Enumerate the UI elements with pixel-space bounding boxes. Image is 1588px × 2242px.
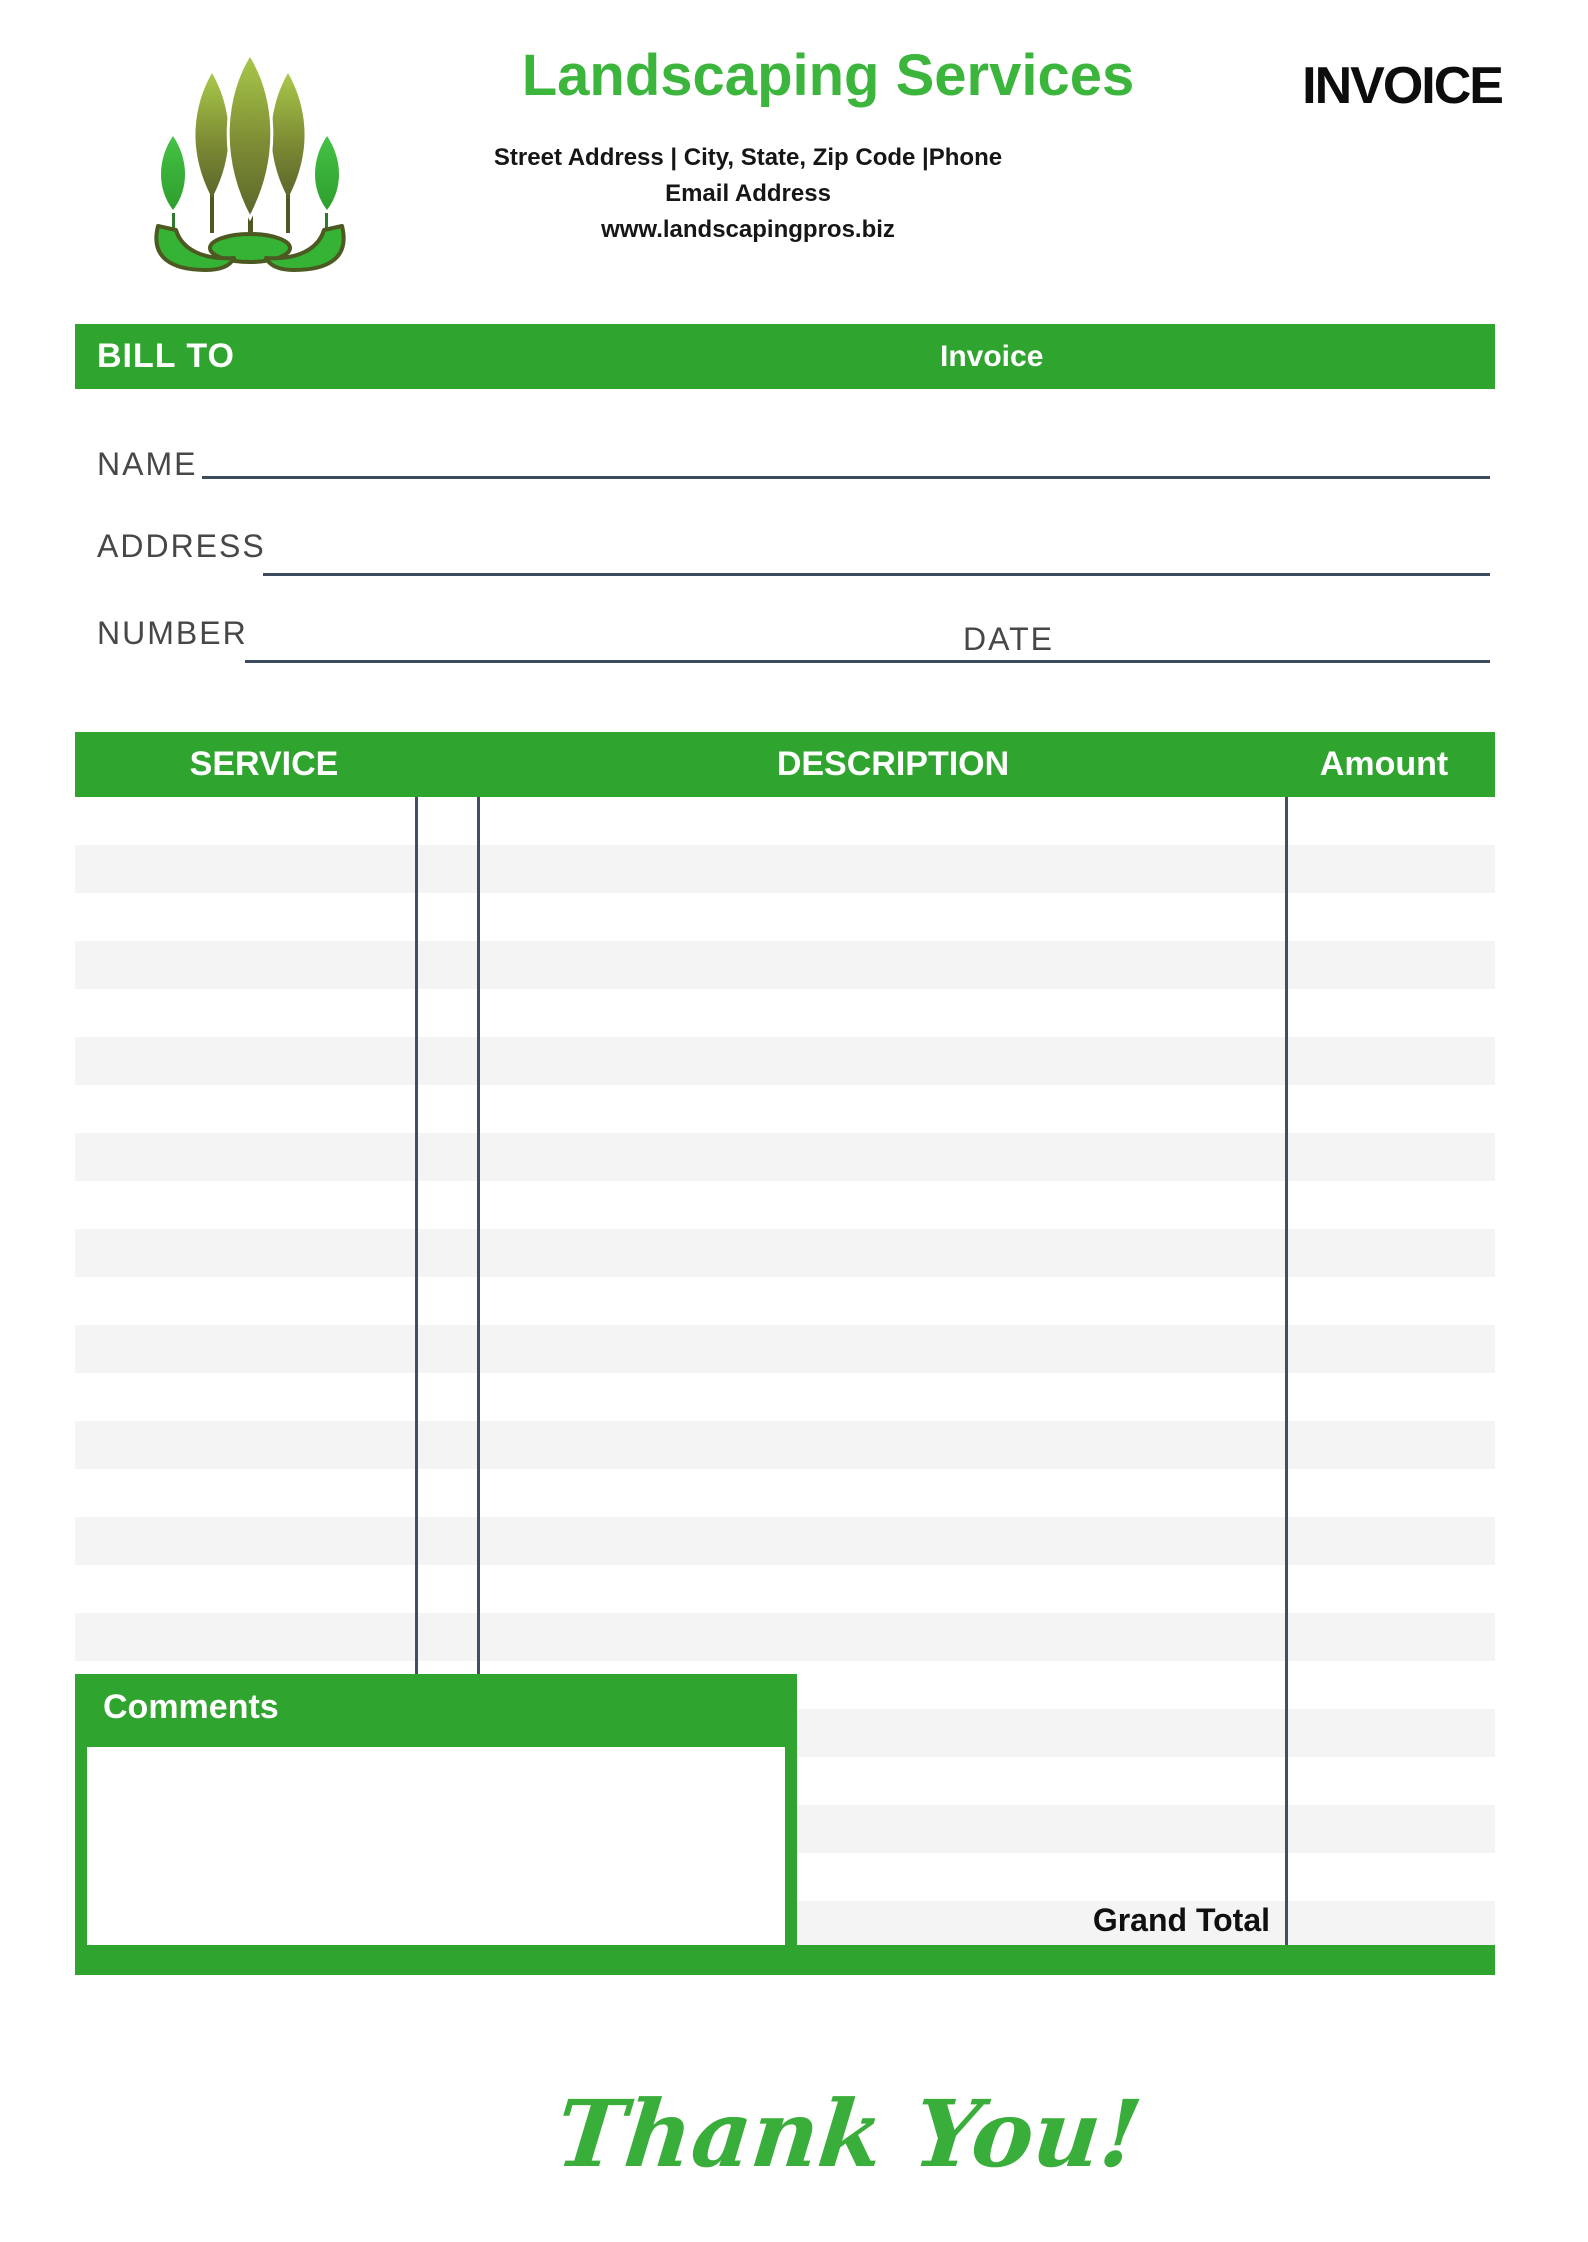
name-label: NAME (97, 446, 198, 482)
number-date-input[interactable] (245, 660, 1490, 663)
column-divider (415, 797, 418, 1674)
bill-to-bar (75, 324, 1495, 389)
bottom-accent-bar (75, 1945, 1495, 1975)
comments-heading: Comments (103, 1688, 279, 1726)
comments-input[interactable] (87, 1747, 785, 1945)
table-header-bar (75, 732, 1495, 797)
comments-section (75, 1674, 797, 1975)
column-header-service: SERVICE (189, 745, 339, 783)
grand-total-label: Grand Total (1092, 1902, 1270, 1938)
company-email-line: Email Address (665, 180, 831, 207)
column-header-amount: Amount (1319, 745, 1449, 783)
company-contact-block (398, 140, 1098, 248)
thank-you-message: Thank You! (551, 2080, 1147, 2188)
landscaping-trees-logo-icon (148, 48, 352, 272)
bill-to-heading: BILL TO (97, 337, 235, 375)
company-name: Landscaping Services (521, 43, 1135, 108)
company-website: www.landscapingpros.biz (601, 216, 895, 243)
address-input[interactable] (263, 573, 1490, 576)
address-label: ADDRESS (97, 528, 266, 564)
document-title: INVOICE (1302, 57, 1502, 115)
column-header-description: DESCRIPTION (776, 745, 1010, 783)
invoice-section-heading: Invoice (940, 340, 1044, 373)
company-contact-line: Street Address | City, State, Zip Code |Phone (493, 144, 1003, 171)
date-label: DATE (963, 621, 1054, 657)
column-divider (1285, 797, 1288, 1947)
column-divider (477, 797, 480, 1674)
number-label: NUMBER (97, 615, 248, 651)
name-input[interactable] (202, 476, 1490, 479)
